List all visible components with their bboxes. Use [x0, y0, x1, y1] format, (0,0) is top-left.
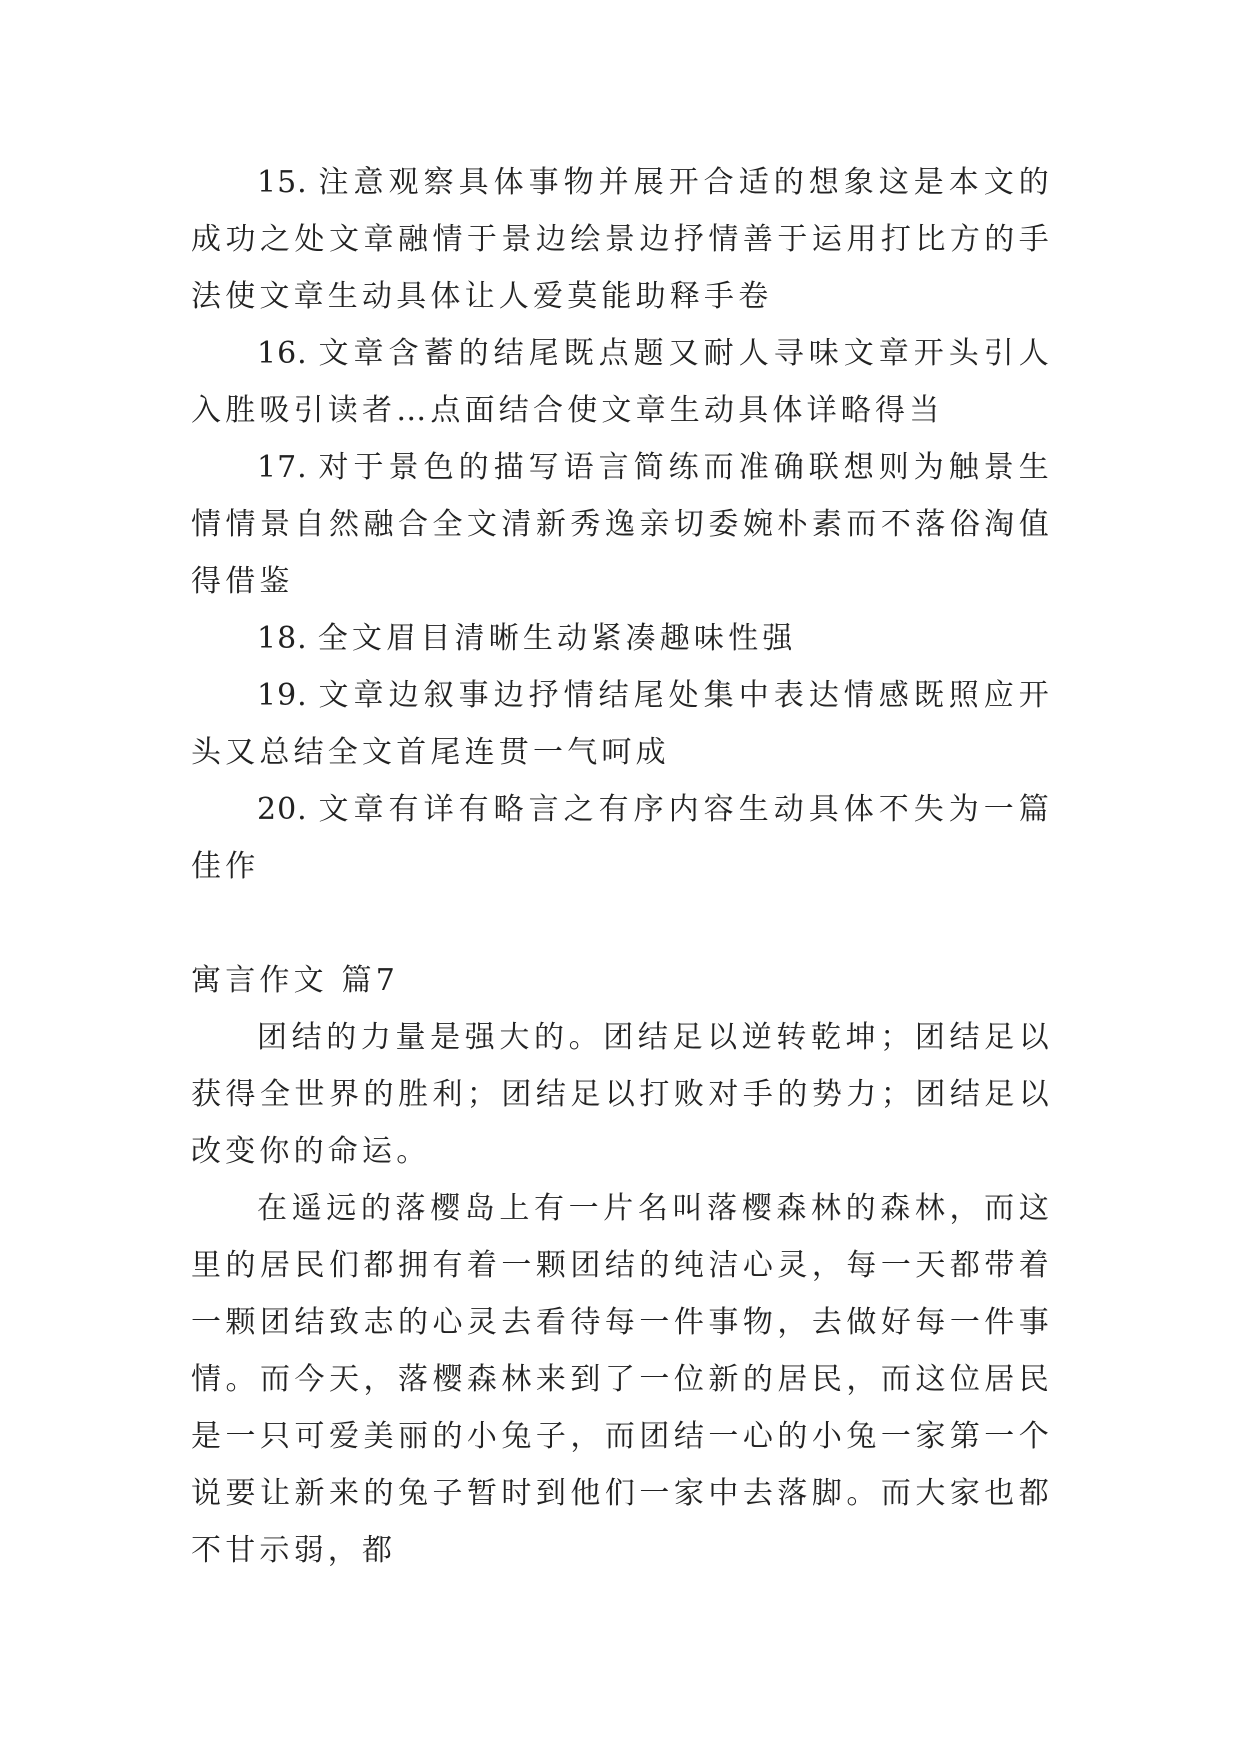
comment-text: 文章含蓄的结尾既点题又耐人寻味文章开头引人入胜吸引读者…点面结合使文章生动具体详略得当: [191, 336, 1053, 428]
comment-paragraph-18: [191, 610, 1053, 667]
comment-number: 15.: [257, 165, 308, 200]
comment-number: 17.: [257, 450, 308, 485]
comment-text: 文章边叙事边抒情结尾处集中表达情感既照应开头又总结全文首尾连贯一气呵成: [191, 678, 1053, 770]
essay-paragraph: 在遥远的落樱岛上有一片名叫落樱森林的森林，而这里的居民们都拥有着一颗团结的纯洁心灵，每一天都带着一颗团结致志的心灵去看待每一件事物，去做好每一件事情。而今天，落樱森林来到了一位新的居民，而这位居民是一只可爱美丽的小兔子，而团结一心的小兔一家第一个说要让新来的兔子暂时到他们一家中去落脚。而大家也都不甘示弱，都: [191, 1191, 1053, 1568]
comment-paragraph-20: [191, 781, 1053, 895]
section-heading: 寓言作文 篇7: [191, 963, 400, 998]
comment-paragraph-16: [191, 325, 1053, 439]
comment-paragraph-19: [191, 667, 1053, 781]
comment-number: 18.: [257, 621, 308, 656]
document-body: [191, 154, 1053, 1579]
comment-text: 对于景色的描写语言简练而准确联想则为触景生情情景自然融合全文清新秀逸亲切委婉朴素而不落俗淘值得借鉴: [191, 450, 1053, 599]
comment-text: 注意观察具体事物并展开合适的想象这是本文的成功之处文章融情于景边绘景边抒情善于运用打比方的手法使文章生动具体让人爱莫能助释手卷: [191, 165, 1053, 314]
comment-text: 全文眉目清晰生动紧凑趣味性强: [317, 621, 797, 656]
essay-paragraph: 团结的力量是强大的。团结足以逆转乾坤；团结足以获得全世界的胜利；团结足以打败对手的势力；团结足以改变你的命运。: [191, 1020, 1053, 1169]
comment-text: 文章有详有略言之有序内容生动具体不失为一篇佳作: [191, 792, 1053, 884]
comment-number: 20.: [257, 792, 308, 827]
comment-paragraph-15: [191, 154, 1053, 325]
comment-number: 16.: [257, 336, 308, 371]
comment-paragraph-17: [191, 439, 1053, 610]
comment-number: 19.: [257, 678, 308, 713]
